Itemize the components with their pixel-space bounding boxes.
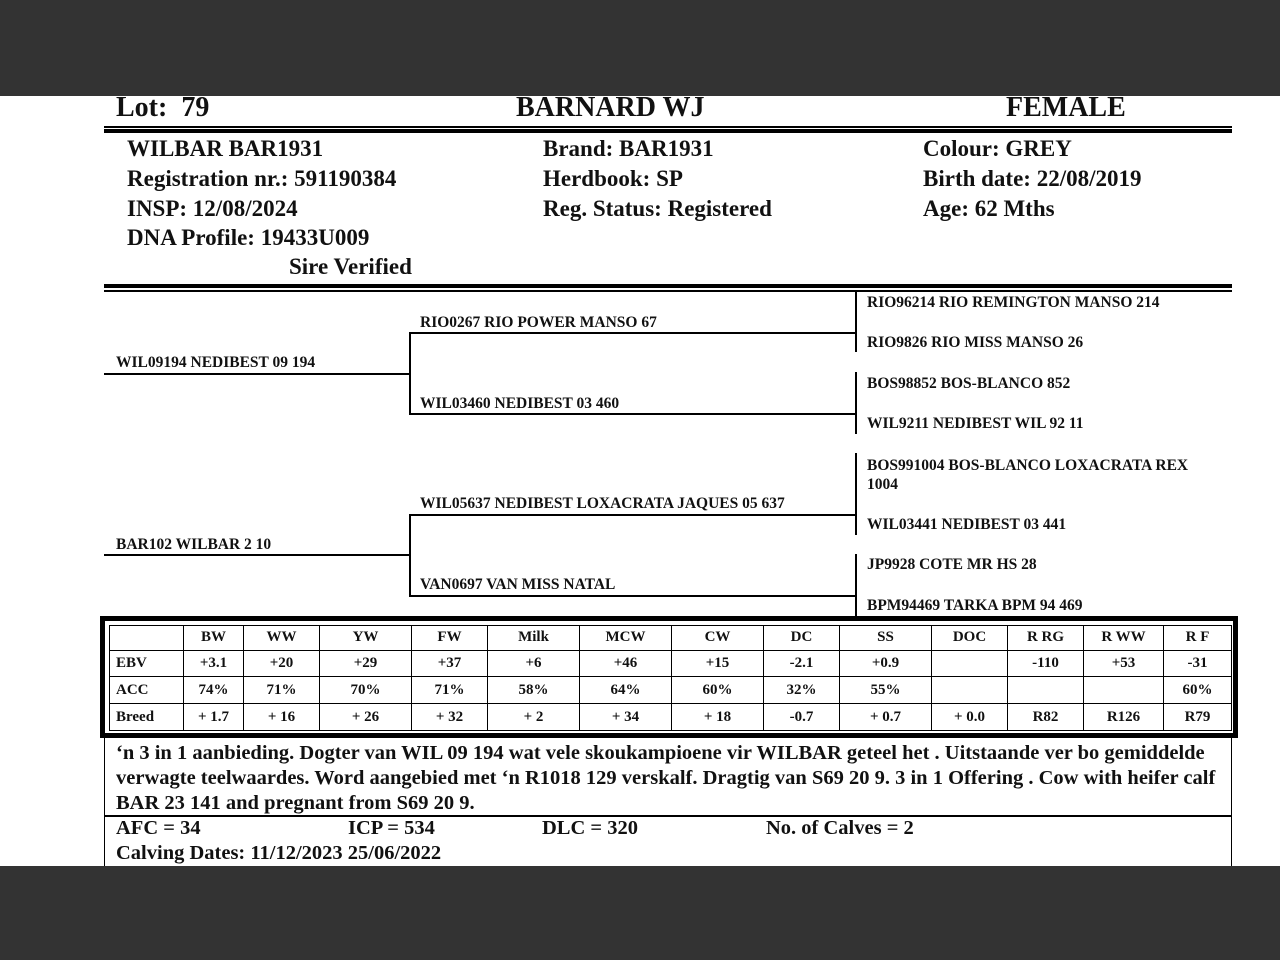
pedigree-sire-dam: WIL03460 NEDIBEST 03 460 [420, 395, 620, 412]
lot-value: 79 [181, 96, 210, 123]
ebv-table-frame [100, 616, 1238, 738]
ebv-cell: +29 [320, 650, 412, 677]
pedigree-sire-sire: RIO0267 RIO POWER MANSO 67 [420, 314, 657, 331]
ebv-cell: 70% [320, 677, 412, 704]
registration-number: Registration nr.: 591190384 [127, 166, 397, 191]
ebv-cell: +6 [488, 650, 580, 677]
pedigree-line [855, 554, 857, 616]
ebv-cell: + 0.7 [840, 704, 932, 731]
ebv-cell [1084, 677, 1164, 704]
ebv-header-cell: R WW [1084, 626, 1164, 651]
ebv-cell: +46 [580, 650, 672, 677]
ebv-cell: +53 [1084, 650, 1164, 677]
lot-label: Lot: [116, 96, 168, 123]
pedigree-dam-sire: WIL05637 NEDIBEST LOXACRATA JAQUES 05 637 [420, 495, 785, 512]
brand: Brand: BAR1931 [543, 136, 714, 161]
ebv-header-cell: WW [244, 626, 320, 651]
sale-catalogue-page [0, 96, 1280, 866]
info-rule-thick [104, 284, 1232, 288]
ebv-header-cell: DC [764, 626, 840, 651]
ebv-header-row [110, 626, 1232, 651]
ebv-cell: -110 [1008, 650, 1084, 677]
ebv-cell: R82 [1008, 704, 1084, 731]
stats-box [104, 816, 1232, 866]
ebv-cell: -31 [1164, 650, 1232, 677]
ebv-cell: -2.1 [764, 650, 840, 677]
comments-box [104, 738, 1232, 816]
pedigree-line [855, 292, 857, 352]
ebv-header-cell: MCW [580, 626, 672, 651]
sex-label: FEMALE [1006, 96, 1126, 123]
icp-value: ICP = 534 [348, 817, 435, 839]
ebv-header-cell: BW [184, 626, 244, 651]
calves-count: No. of Calves = 2 [766, 817, 914, 839]
reg-status: Reg. Status: Registered [543, 196, 772, 221]
ebv-row-label: ACC [110, 677, 184, 704]
ebv-cell: 60% [1164, 677, 1232, 704]
dlc-value: DLC = 320 [542, 817, 638, 839]
ebv-cell: 32% [764, 677, 840, 704]
ebv-cell: + 1.7 [184, 704, 244, 731]
ebv-cell: +3.1 [184, 650, 244, 677]
pedigree-line [855, 372, 857, 434]
ebv-header-cell: CW [672, 626, 764, 651]
pedigree-ggp: BOS991004 BOS-BLANCO LOXACRATA REX 1004 [867, 457, 1189, 493]
ebv-header-cell: R F [1164, 626, 1232, 651]
pedigree-dam: BAR102 WILBAR 2 10 [116, 536, 272, 553]
pedigree-ggp: BPM94469 TARKA BPM 94 469 [867, 597, 1083, 614]
herdbook: Herdbook: SP [543, 166, 683, 191]
pedigree-line [409, 413, 856, 415]
ebv-row [110, 650, 1232, 677]
colour: Colour: GREY [923, 136, 1072, 161]
pedigree-line [104, 554, 410, 556]
ebv-header-cell: SS [840, 626, 932, 651]
insp-date: INSP: 12/08/2024 [127, 196, 298, 221]
header-rule-thin [104, 126, 1232, 128]
ebv-cell: 71% [244, 677, 320, 704]
ebv-cell: 71% [412, 677, 488, 704]
afc-value: AFC = 34 [116, 817, 201, 839]
ebv-cell: +0.9 [840, 650, 932, 677]
ebv-cell: 58% [488, 677, 580, 704]
pedigree-ggp: RIO9826 RIO MISS MANSO 26 [867, 334, 1084, 351]
ebv-cell: +15 [672, 650, 764, 677]
pedigree-ggp: WIL03441 NEDIBEST 03 441 [867, 516, 1067, 533]
ebv-header-cell: R RG [1008, 626, 1084, 651]
ebv-cell: +20 [244, 650, 320, 677]
animal-name: WILBAR BAR1931 [127, 136, 324, 161]
pedigree-line [409, 332, 856, 334]
ebv-header-cell: YW [320, 626, 412, 651]
ebv-cell: 74% [184, 677, 244, 704]
birth-date: Birth date: 22/08/2019 [923, 166, 1142, 191]
pedigree-line [855, 453, 857, 535]
ebv-cell [932, 650, 1008, 677]
pedigree-line [409, 595, 856, 597]
ebv-cell: R79 [1164, 704, 1232, 731]
ebv-cell: + 34 [580, 704, 672, 731]
ebv-cell: + 16 [244, 704, 320, 731]
ebv-table [109, 625, 1232, 731]
info-rule-thin [104, 290, 1232, 292]
ebv-header-cell [110, 626, 184, 651]
ebv-cell: +37 [412, 650, 488, 677]
ebv-cell: + 18 [672, 704, 764, 731]
pedigree-line [409, 514, 411, 596]
pedigree-line [104, 373, 410, 375]
ebv-cell [1008, 677, 1084, 704]
comments-text: ‘n 3 in 1 aanbieding. Dogter van WIL 09 194 wat vele skoukampioene vir WILBAR geteel het . Uitstaande ver bo gemiddelde verwagte teelwaardes. Word aangebied met ‘n R1018 129 verskalf. Dragtig van S69 20 9. 3 in 1 Offering . Cow with heifer calf BAR 23 141 and pregnant from S69 20 9. [116, 742, 1216, 814]
pedigree-ggp: RIO96214 RIO REMINGTON MANSO 214 [867, 294, 1160, 311]
ebv-header-cell: DOC [932, 626, 1008, 651]
ebv-cell [932, 677, 1008, 704]
header-rule-thick [104, 129, 1232, 133]
ebv-cell: + 0.0 [932, 704, 1008, 731]
pedigree-line [409, 332, 411, 414]
ebv-cell: R126 [1084, 704, 1164, 731]
ebv-cell: 64% [580, 677, 672, 704]
dna-profile: DNA Profile: 19433U009 [127, 225, 370, 250]
ebv-row-label: EBV [110, 650, 184, 677]
ebv-header-cell: Milk [488, 626, 580, 651]
breed-row [110, 704, 1232, 731]
ebv-row-label: Breed [110, 704, 184, 731]
calving-dates: Calving Dates: 11/12/2023 25/06/2022 [116, 842, 442, 864]
pedigree-ggp: BOS98852 BOS-BLANCO 852 [867, 375, 1071, 392]
ebv-cell: + 2 [488, 704, 580, 731]
ebv-cell: + 26 [320, 704, 412, 731]
ebv-cell: + 32 [412, 704, 488, 731]
pedigree-sire: WIL09194 NEDIBEST 09 194 [116, 354, 316, 371]
sire-verified: Sire Verified [289, 254, 412, 279]
pedigree-line [409, 514, 856, 516]
pedigree-ggp: WIL9211 NEDIBEST WIL 92 11 [867, 415, 1084, 432]
breeder-name: BARNARD WJ [516, 96, 705, 123]
pedigree-ggp: JP9928 COTE MR HS 28 [867, 556, 1037, 573]
acc-row [110, 677, 1232, 704]
ebv-cell: 60% [672, 677, 764, 704]
lot-number [116, 96, 209, 124]
ebv-cell: 55% [840, 677, 932, 704]
ebv-cell: -0.7 [764, 704, 840, 731]
age: Age: 62 Mths [923, 196, 1055, 221]
ebv-header-cell: FW [412, 626, 488, 651]
pedigree-dam-dam: VAN0697 VAN MISS NATAL [420, 576, 616, 593]
